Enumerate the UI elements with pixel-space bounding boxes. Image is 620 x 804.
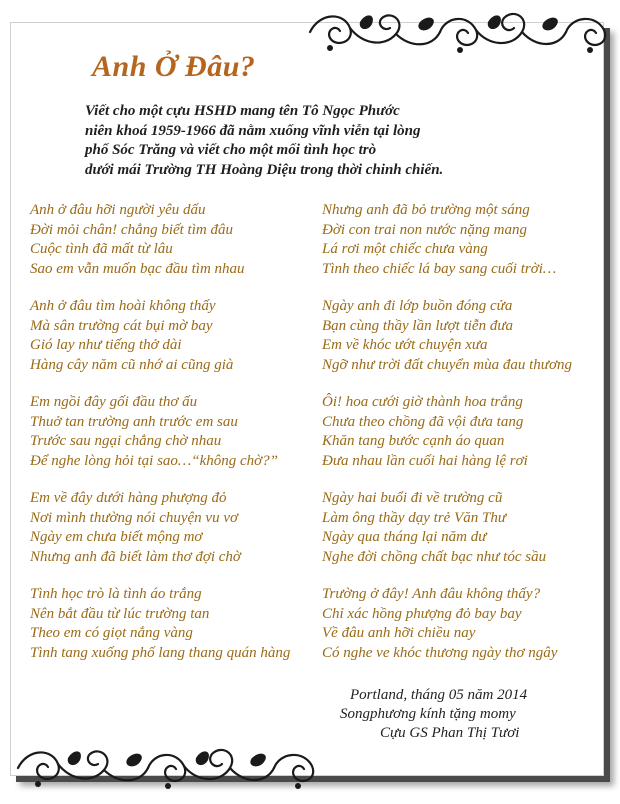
verse-line: Gió lay như tiếng thở dài — [30, 337, 182, 353]
poem-intro — [85, 102, 485, 180]
verse-line: Đưa nhau lần cuối hai hàng lệ rơi — [322, 452, 528, 469]
poem-right-column — [322, 201, 606, 681]
verse-line: Theo em có giọt nắng vàng — [30, 625, 193, 641]
verse-line: Ngày hai buổi đi về trường cũ — [322, 490, 503, 506]
verse-line: Anh ở đâu tìm hoài không thấy — [30, 298, 216, 314]
intro-line: dưới mái Trường TH Hoàng Diệu trong thời chinh chiến. — [85, 161, 444, 178]
stanza — [30, 489, 310, 585]
verse-line: Chưa theo chồng đã vội đưa tang — [322, 413, 524, 430]
stanza — [322, 585, 606, 681]
verse-line: Ngày qua tháng lại năm dư — [322, 529, 487, 545]
verse-line: Ngỡ như trời đất chuyển mùa đau thương — [322, 356, 572, 373]
stanza — [322, 297, 606, 393]
verse-line: Tình học trò là tình áo trắng — [30, 586, 202, 602]
signature-place-date: Portland, tháng 05 năm 2014 — [350, 687, 528, 703]
signature-block — [340, 686, 580, 743]
top-ornament-icon — [300, 4, 618, 60]
poem-left-column — [30, 201, 310, 681]
verse-line: Anh ở đâu hỡi người yêu dấu — [30, 202, 206, 218]
verse-line: Về đâu anh hỡi chiều nay — [322, 625, 476, 641]
stanza — [322, 393, 606, 489]
bottom-ornament-icon — [8, 740, 326, 796]
verse-line: Nên bắt đầu từ lúc trường tan — [30, 605, 210, 622]
verse-line: Hàng cây năm cũ nhớ ai cũng già — [30, 356, 234, 373]
verse-line: Em về khóc ướt chuyện xưa — [322, 337, 488, 353]
verse-line: Ôi! hoa cưới giờ thành hoa trắng — [322, 394, 523, 410]
verse-line: Em về đây dưới hàng phượng đỏ — [30, 490, 227, 506]
verse-line: Trường ở đây! Anh đâu không thấy? — [322, 586, 541, 602]
verse-line: Sao em vẫn muốn bạc đầu tìm nhau — [30, 260, 245, 277]
verse-line: Chỉ xác hồng phượng đỏ bay bay — [322, 605, 522, 622]
verse-line: Đời con trai non nước nặng mang — [322, 221, 528, 238]
verse-line: Tình theo chiếc lá bay sang cuối trời… — [322, 260, 557, 277]
poem-title: Anh Ở Đâu? — [92, 50, 256, 83]
stanza — [322, 201, 606, 297]
verse-line: Em ngồi đây gối đầu thơ ấu — [30, 394, 198, 410]
verse-line: Có nghe ve khóc thương ngày thơ ngây — [322, 644, 558, 661]
verse-line: Bạn cùng thầy lần lượt tiễn đưa — [322, 317, 514, 334]
intro-line: Viết cho một cựu HSHD mang tên Tô Ngọc Phước — [85, 103, 400, 119]
verse-line: Đời mỏi chân! chẳng biết tìm đâu — [30, 221, 233, 238]
signature-author: Cựu GS Phan Thị Tươi — [380, 725, 520, 741]
verse-line: Nhưng anh đã bỏ trường một sáng — [322, 202, 530, 218]
verse-line: Khăn tang bước cạnh áo quan — [322, 433, 505, 449]
verse-line: Tình tang xuống phố lang thang quán hàng — [30, 644, 291, 661]
verse-line: Nơi mình thường nói chuyện vu vơ — [30, 509, 238, 526]
verse-line: Mà sân trường cát bụi mờ bay — [30, 317, 213, 334]
stanza — [30, 585, 310, 681]
verse-line: Làm ông thầy dạy trẻ Văn Thư — [322, 509, 507, 526]
verse-line: Ngày anh đi lớp buồn đóng cửa — [322, 298, 513, 314]
verse-line: Ngày em chưa biết mộng mơ — [30, 529, 203, 545]
verse-line: Nghe đời chồng chất bạc như tóc sầu — [322, 548, 547, 565]
intro-line: niên khoá 1959-1966 đã nằm xuống vĩnh viễn tại lòng — [85, 122, 421, 139]
verse-line: Lá rơi một chiếc chưa vàng — [322, 241, 488, 257]
stanza — [322, 489, 606, 585]
intro-line: phố Sóc Trăng và viết cho một mối tình học trò — [85, 142, 377, 158]
verse-line: Nhưng anh đã biết làm thơ đợi chờ — [30, 548, 241, 565]
verse-line: Thuở tan trường anh trước em sau — [30, 413, 238, 430]
signature-dedication: Songphương kính tặng momy — [340, 706, 516, 722]
verse-line: Cuộc tình đã mất từ lâu — [30, 241, 173, 257]
verse-line: Để nghe lòng hỏi tại sao…“không chờ?” — [30, 452, 278, 469]
stanza — [30, 201, 310, 297]
verse-line: Trước sau ngại chẳng chờ nhau — [30, 433, 222, 449]
stanza — [30, 393, 310, 489]
stanza — [30, 297, 310, 393]
